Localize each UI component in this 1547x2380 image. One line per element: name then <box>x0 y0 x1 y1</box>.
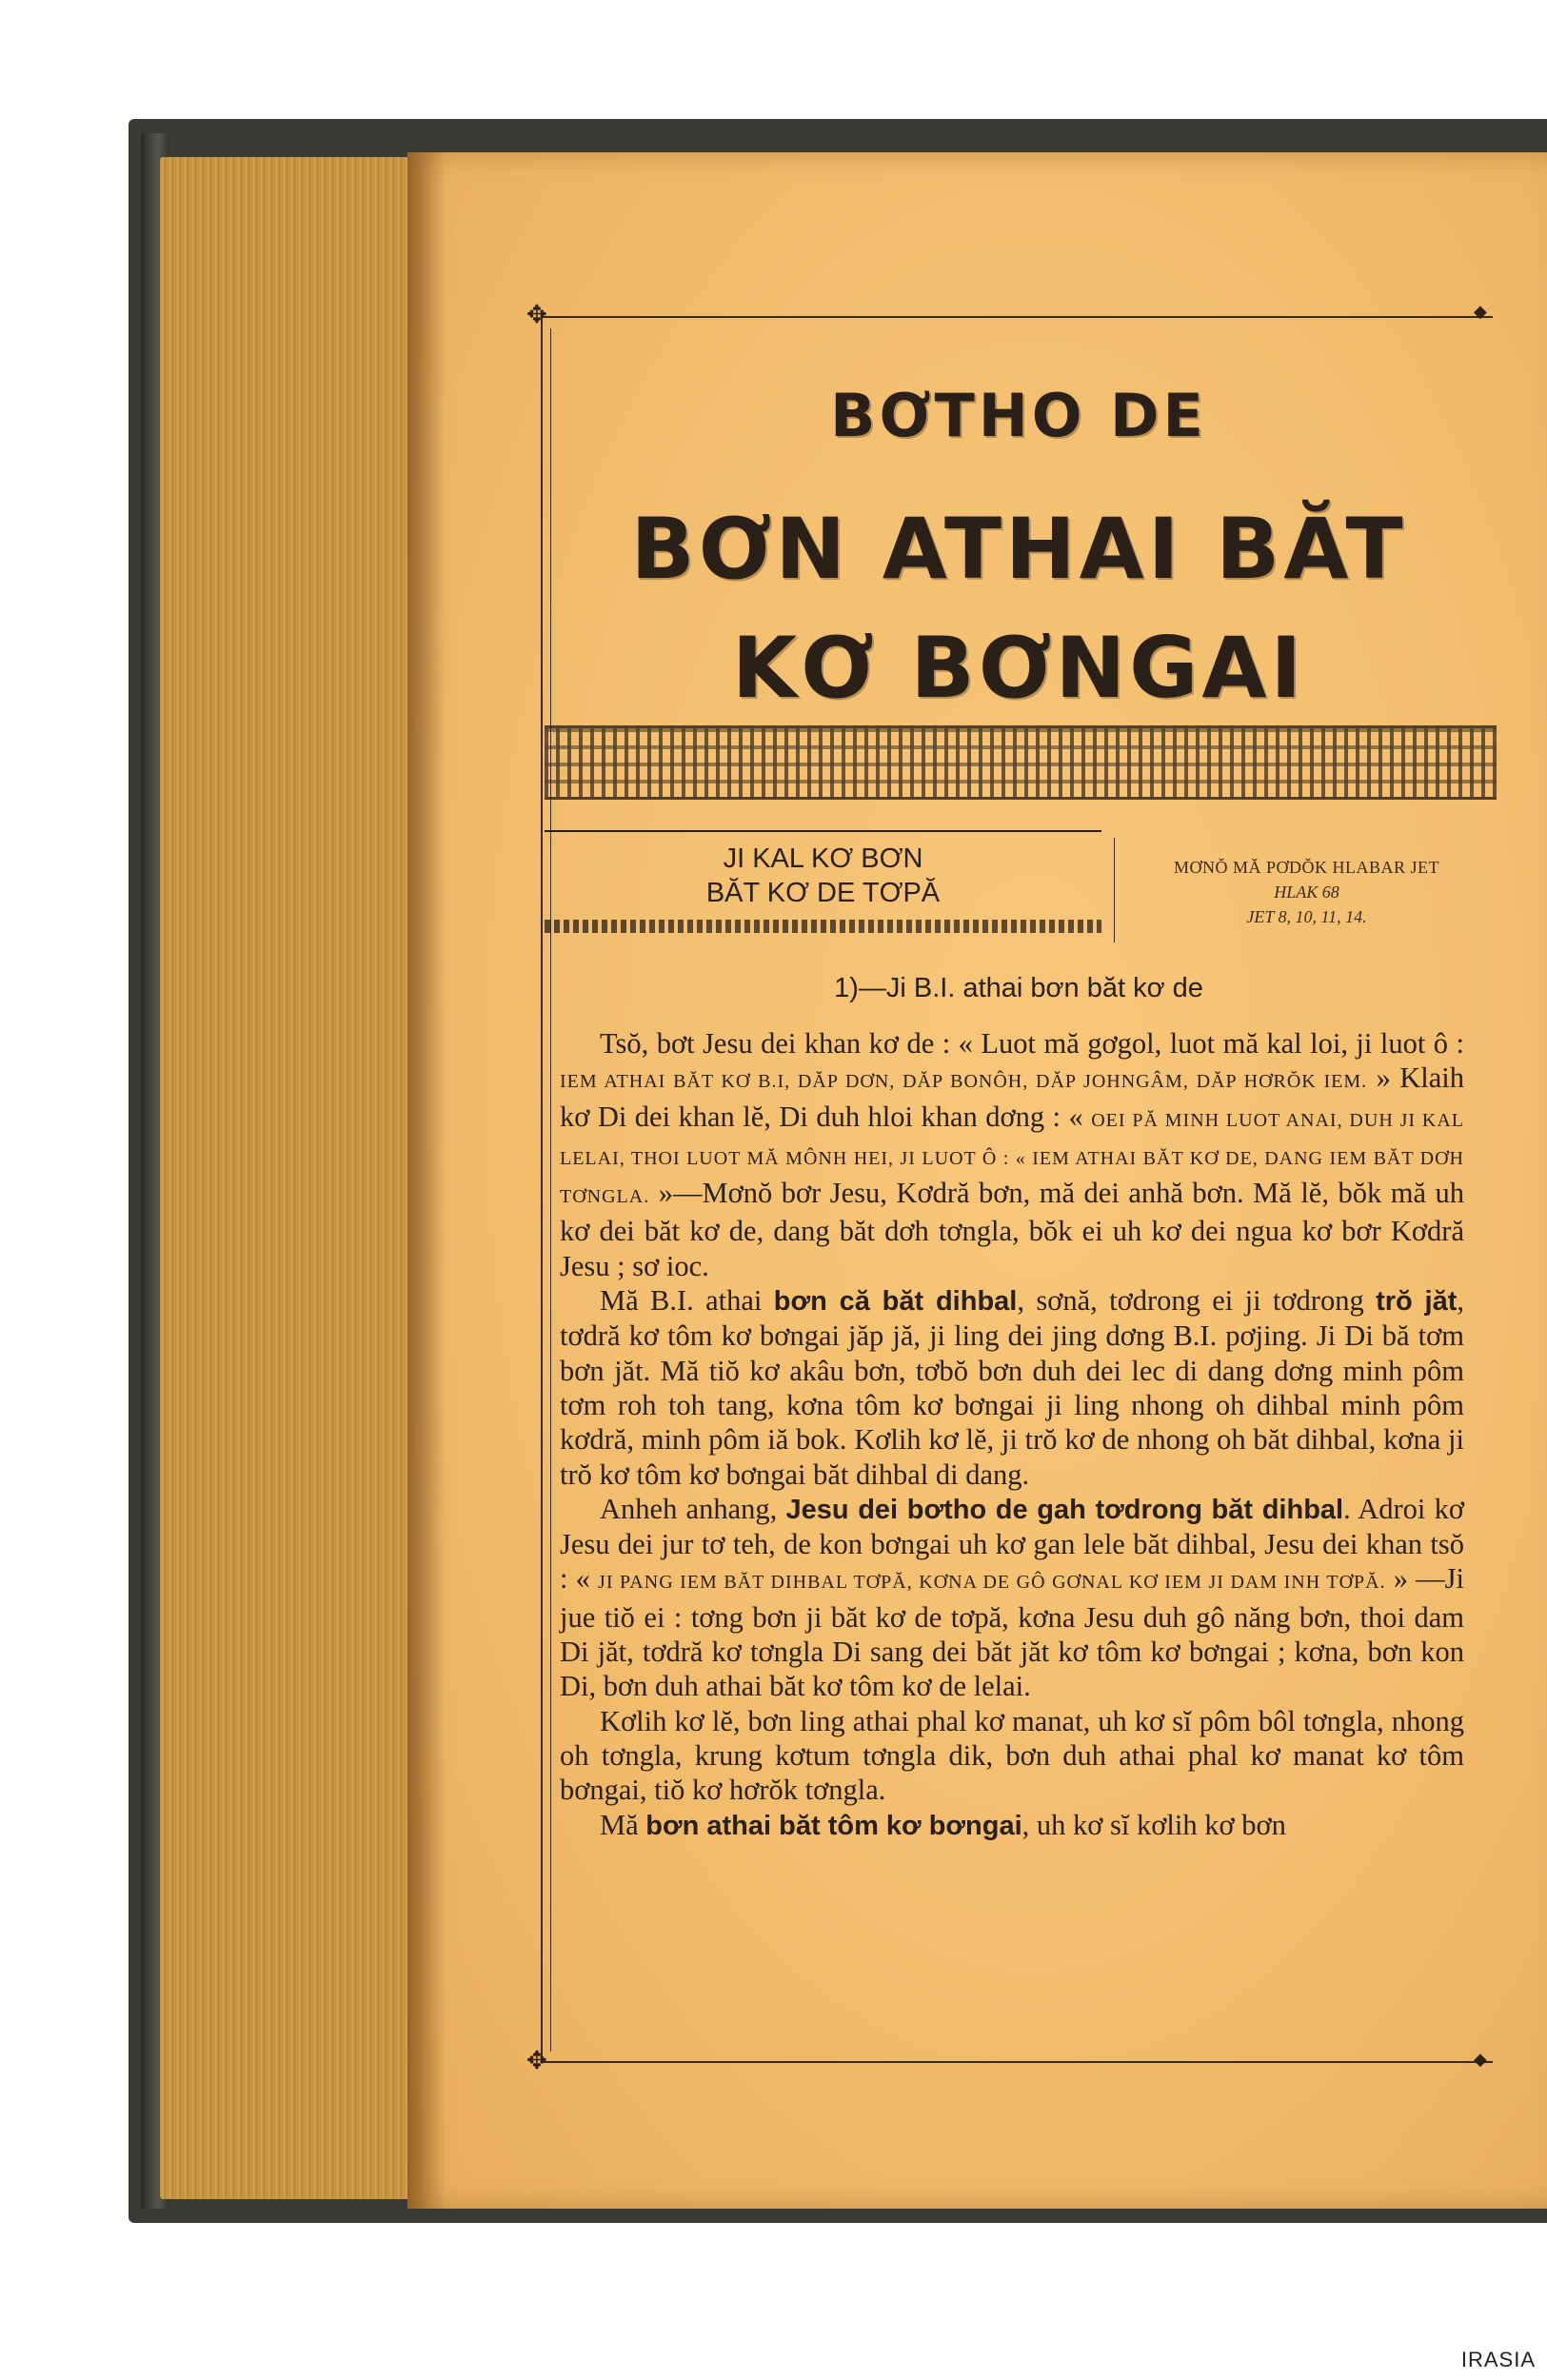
section-ornament-rule <box>545 920 1101 933</box>
title-line-1: BƠTHO DE <box>830 381 1207 450</box>
bold-run: bơn athai băt tôm kơ bơngai <box>645 1810 1022 1841</box>
section-divider <box>1114 838 1115 942</box>
frame-left-rule <box>541 316 543 2061</box>
frame-bottom-rule <box>541 2061 1493 2063</box>
watermark: IRASIA <box>1460 2348 1536 2371</box>
section-title-line-2: BĂT KƠ DE TƠPĂ <box>705 878 941 908</box>
text-run: Mă <box>600 1808 646 1841</box>
small-caps-run: JI PANG IEM BĂT DIHBAL TƠPĂ, KƠNA DE GÔ GƠNAL KƠ IEM JI DAM INH TƠPĂ. <box>598 1572 1386 1594</box>
corner-ornament-icon: ◆ <box>1474 302 1487 321</box>
text-run: Mă B.I. athai <box>600 1284 774 1318</box>
bold-run: bơn că băt dihbal <box>773 1286 1018 1318</box>
text-run: , uh kơ sĭ kơlih kơ bơn <box>1021 1808 1286 1841</box>
paragraph-5 <box>560 1808 1464 1843</box>
text-run: , sơnă, tơdrong ei ji tơdrong <box>1017 1284 1377 1318</box>
corner-ornament-icon: ◆ <box>1474 2050 1487 2069</box>
text-run: »—Mơnŏ bơr Jesu, Kơdră bơn, mă dei anhă bơn. Mă lĕ, bŏk mă uh kơ dei băt kơ de, dang băt dơh tơngla, bŏk ei uh kơ dei ngua kơ bơr Kơdră Jesu ; sơ ioc. <box>560 1177 1464 1282</box>
page-block-edges <box>160 157 417 2199</box>
body-text <box>560 1026 1464 1843</box>
bold-run: trŏ jăt <box>1376 1286 1458 1318</box>
title-line-2: BƠN ATHAI BĂT <box>630 500 1407 598</box>
text-run: . Adroi kơ Jesu dei jur tơ teh, de kon bơngai uh kơ gan lele băt dihbal, Jesu dei khan tsŏ : « <box>560 1492 1464 1596</box>
paragraph-2 <box>560 1283 1464 1492</box>
text-run: » Klaih kơ Di dei khan lĕ, Di duh hloi khan dơng : « <box>560 1061 1464 1133</box>
small-caps-run: IEM ATHAI BĂT KƠ B.I, DĂP DƠN, DĂP BONÔH, DĂP JOHNGÂM, DĂP HƠRŎK IEM. <box>560 1071 1368 1093</box>
corner-ornament-icon: ✥ <box>526 2047 547 2074</box>
paragraph-3 <box>560 1492 1464 1704</box>
scripture-reference <box>1119 855 1495 929</box>
title-line-3: KƠ BƠNGAI <box>731 619 1306 717</box>
paragraph-4: Kơlih kơ lĕ, bơn ling athai phal kơ manat, uh kơ sĭ pôm bôl tơngla, nhong oh tơngla, krung kơtum tơngla dik, bơn duh athai phal kơ manat kơ tôm bơngai, tiŏ kơ hơrŏk tơngla. <box>560 1704 1464 1807</box>
section-title-box <box>545 830 1101 946</box>
section-title-line-1: JI KAL KƠ BƠN <box>723 843 923 874</box>
ornamental-band <box>545 725 1497 800</box>
small-caps-run: OEI PĂ MINH LUOT ANAI, DUH JI KAL LELAI, THOI LUOT MĂ MÔNH HEI, JI LUOT Ô : « IEM ATHAI BĂT KƠ DE, DANG IEM BĂT DƠH TƠNGLA. <box>560 1109 1464 1208</box>
frame-inner-left-rule <box>550 328 551 2052</box>
text-run: , tơdră kơ tôm kơ bơngai jăp jă, ji ling dei jing dơng B.I. pơjing. Ji Di bă tơm bơn jăt. Mă tiŏ kơ akâu bơn, tơbŏ bơn duh dei lec di dang dơng minh pôm tơm roh toh tang, kơna tôm kơ bơngai ji ling nhong oh dihbal minh pôm kơdră, minh pôm iă bok. Kơlih kơ lĕ, ji trŏ kơ de nhong oh băt dihbal, kơna ji trŏ kơ tôm kơ bơngai băt dihbal di dang. <box>560 1284 1464 1491</box>
subheading: 1)—Ji B.I. athai bơn băt kơ de <box>834 973 1203 1003</box>
text-run: Tsŏ, bơt Jesu dei khan kơ de : « Luot mă gơgol, luot mă kal loi, ji luot ô : <box>600 1027 1464 1060</box>
bold-run: Jesu dei bơtho de gah tơdrong băt dihbal <box>785 1494 1344 1525</box>
frame-top-rule <box>541 316 1493 318</box>
reference-line-3: JET 8, 10, 11, 14. <box>1246 907 1367 926</box>
gutter-shadow <box>407 152 446 2209</box>
text-run: Anheh anhang, <box>600 1492 786 1525</box>
section-title <box>545 842 1101 910</box>
text-run: » —Ji jue tiŏ ei : tơng bơn ji băt kơ de tơpă, kơna Jesu duh gô năng bơn, thoi dam Di jăt, tơdră kơ tơngla Di sang dei băt jăt kơ tôm kơ bơngai ; kơna, bơn kon Di, bơn duh athai băt kơ tôm kơ de lelai. <box>560 1562 1464 1703</box>
reference-line-2: HLAK 68 <box>1274 883 1339 902</box>
corner-ornament-icon: ✥ <box>526 301 547 328</box>
paragraph-1 <box>560 1026 1464 1283</box>
reference-line-1: MƠNŎ MĂ PƠDŎK HLABAR JET <box>1173 858 1439 877</box>
